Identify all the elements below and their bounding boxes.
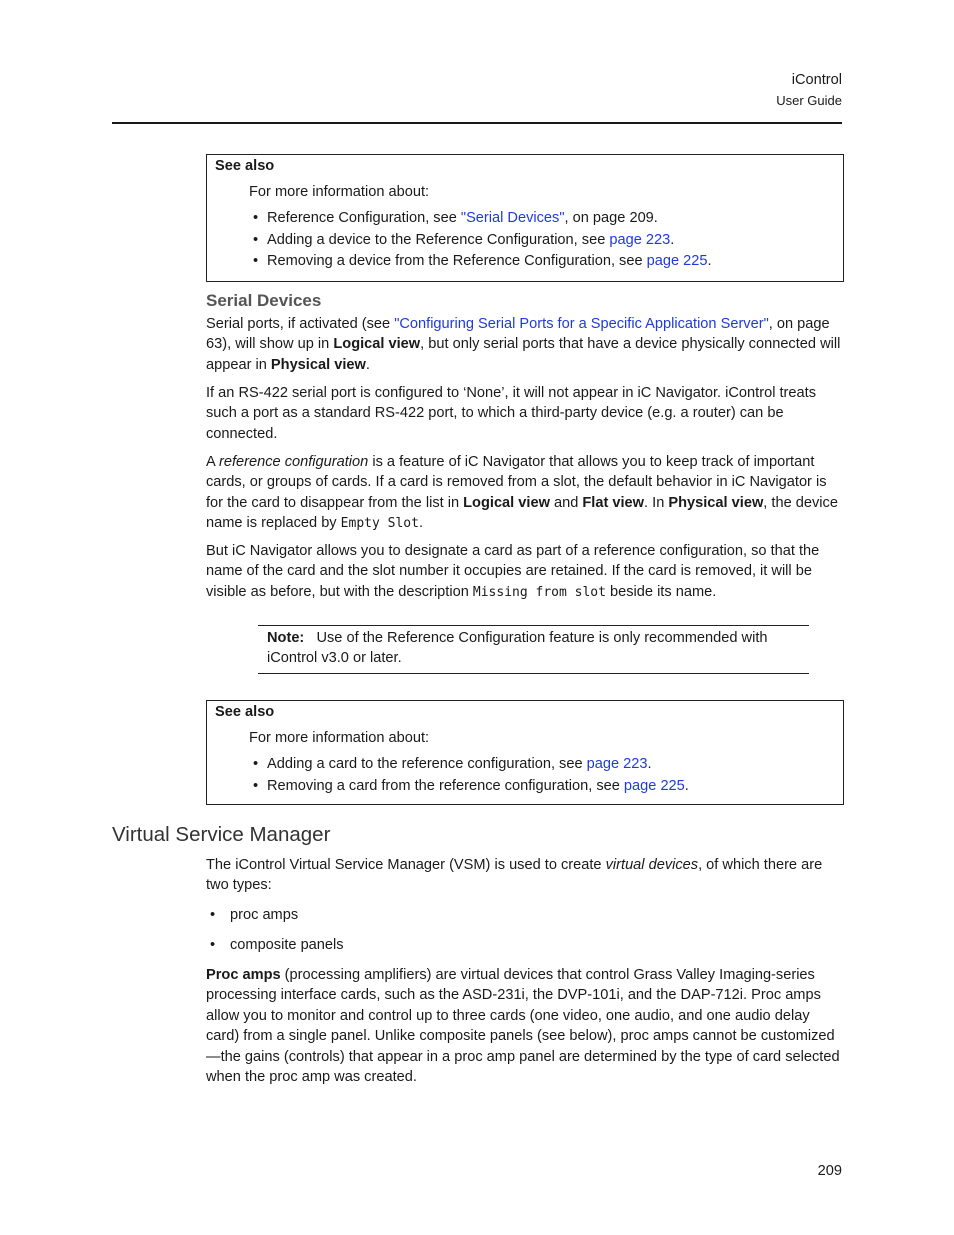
see-also-box	[206, 700, 844, 805]
paragraph: Serial ports, if activated (see "Configuring Serial Ports for a Specific Application Server", on page 63), will show up in Logical view, but only serial ports that have a device physically connected will appear in Physical view.	[206, 316, 841, 373]
note-text: Note: Use of the Reference Configuration feature is only recommended with iControl v3.0 or later.	[267, 630, 768, 667]
page-number: 209	[817, 1163, 842, 1179]
list-item: • Adding a device to the Reference Configuration, see page 223.	[253, 230, 712, 252]
see-also-intro: For more information about:	[249, 184, 430, 200]
list-item: • proc amps	[210, 905, 298, 925]
see-also-title: See also	[215, 704, 275, 720]
section-heading-virtual-service-manager: Virtual Service Manager	[112, 823, 331, 846]
see-also-list	[253, 754, 689, 797]
paragraph: Proc amps (processing amplifiers) are virtual devices that control Grass Valley Imaging-series processing interface cards, such as the ASD-231i, the DVP-101i, and the DAP-712i. Proc amps allow you to monitor and control up to three cards (one video, one audio, and one audio delay card) from a single panel. Unlike composite panels (see below), proc amps cannot be customized—the gains (controls) that appear in a proc amp panel are determined by the type of card selected when the proc amp was created.	[206, 967, 840, 1086]
page-223-link[interactable]: page 223	[586, 756, 648, 772]
header-subtitle: User Guide	[776, 93, 842, 108]
list-item: • Adding a card to the reference configuration, see page 223.	[253, 754, 689, 776]
list-item: • composite panels	[210, 935, 344, 955]
paragraph: If an RS-422 serial port is configured to ‘None’, it will not appear in iC Navigator. iControl treats such a port as a standard RS-422 port, to which a third-party device (e.g. a router) can be connected.	[206, 385, 816, 442]
paragraph: The iControl Virtual Service Manager (VSM) is used to create virtual devices, of which there are two types:	[206, 857, 823, 894]
list-item: • Removing a device from the Reference Configuration, see page 225.	[253, 251, 712, 273]
header-rule	[112, 122, 842, 124]
page-225-link[interactable]: page 225	[623, 777, 685, 794]
bullet-list	[210, 935, 344, 955]
configuring-serial-ports-link[interactable]: "Configuring Serial Ports for a Specific Application Server"	[394, 316, 769, 332]
page-223-link[interactable]: page 223	[609, 231, 671, 248]
paragraph: A reference configuration is a feature of iC Navigator that allows you to keep track of important cards, or groups of cards. If a card is removed from a slot, the default behavior in iC Navigator is for the card to disappear from the list in Logical view and Flat view. In Physical view, the device name is replaced by Empty Slot.	[206, 454, 838, 532]
section-heading-serial-devices: Serial Devices	[206, 291, 322, 310]
page-225-link[interactable]: page 225	[646, 253, 708, 270]
paragraph: But iC Navigator allows you to designate a card as part of a reference configuration, so that the name of the card and the slot number it occupies are retained. If the card is removed, it will be visible as before, but with the description Missing from slot beside its name.	[206, 543, 820, 600]
list-item: • Reference Configuration, see "Serial Devices", on page 209.	[253, 208, 712, 230]
serial-devices-link[interactable]: "Serial Devices"	[460, 210, 565, 226]
bullet-list	[210, 905, 298, 925]
see-also-intro: For more information about:	[249, 730, 430, 746]
see-also-title: See also	[215, 158, 275, 174]
header-title: iControl	[791, 72, 842, 88]
note-label: Note:	[267, 630, 305, 646]
see-also-list	[253, 208, 712, 273]
see-also-box	[206, 154, 844, 282]
note-box	[258, 625, 809, 674]
list-item: • Removing a card from the reference configuration, see page 225.	[253, 776, 689, 798]
